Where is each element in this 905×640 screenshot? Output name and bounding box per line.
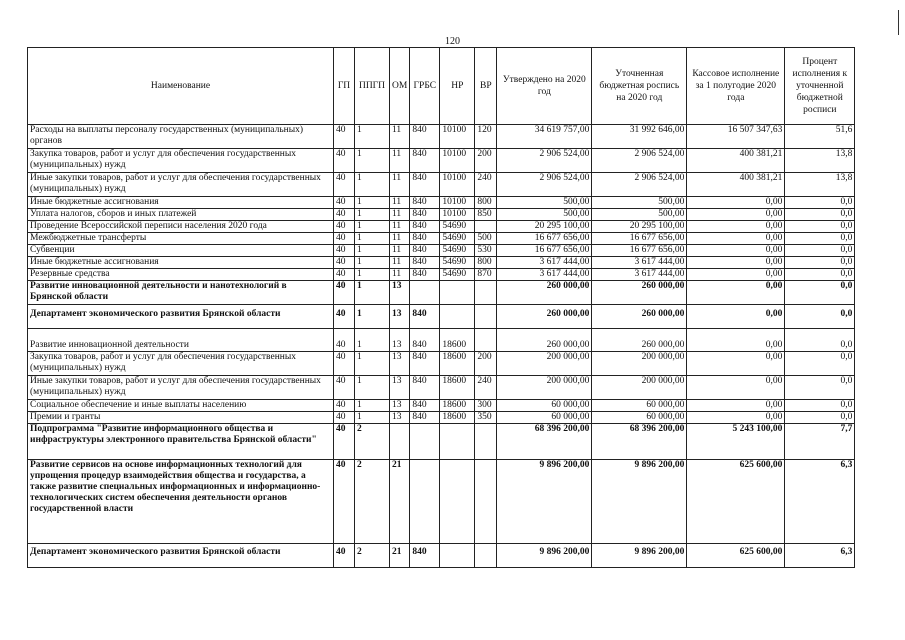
header-nr: НР: [440, 48, 475, 125]
header-grbs: ГРБС: [410, 48, 440, 125]
cell-om: 11: [390, 245, 410, 257]
cell-grbs: 840: [410, 544, 440, 568]
cell-approved: 3 617 444,00: [497, 269, 592, 281]
cell-nr: 18600: [440, 329, 475, 352]
cell-nr: 54690: [440, 257, 475, 269]
cell-refined: 2 906 524,00: [592, 173, 687, 197]
cell-vr: [475, 424, 497, 460]
cell-om: 13: [390, 412, 410, 424]
cell-gp: 40: [334, 221, 355, 233]
cell-gp: 40: [334, 412, 355, 424]
page-number: 120: [445, 36, 460, 47]
cell-name: Субвенции: [28, 245, 334, 257]
cell-refined: 68 396 200,00: [592, 424, 687, 460]
cell-gp: 40: [334, 125, 355, 149]
cell-name: Проведение Всероссийской переписи населения 2020 года: [28, 221, 334, 233]
cell-nr: [440, 460, 475, 544]
cell-approved: 60 000,00: [497, 400, 592, 412]
cell-om: 11: [390, 221, 410, 233]
cell-nr: 10100: [440, 209, 475, 221]
cell-name: Департамент экономического развития Брянской области: [28, 544, 334, 568]
cell-gp: 40: [334, 281, 355, 305]
cell-refined: 16 677 656,00: [592, 233, 687, 245]
cell-approved: 200 000,00: [497, 352, 592, 376]
cell-cash: 0,00: [687, 412, 785, 424]
cell-om: 11: [390, 149, 410, 173]
cell-name: Межбюджетные трансферты: [28, 233, 334, 245]
cell-name: Резервные средства: [28, 269, 334, 281]
cell-ppgp: 1: [355, 245, 390, 257]
cell-om: 21: [390, 460, 410, 544]
cell-gp: 40: [334, 329, 355, 352]
cell-ppgp: 1: [355, 209, 390, 221]
cell-name: Расходы на выплаты персоналу государственных (муниципальных) органов: [28, 125, 334, 149]
cell-nr: 18600: [440, 412, 475, 424]
cell-percent: 0,0: [785, 412, 855, 424]
cell-cash: 0,00: [687, 221, 785, 233]
cell-refined: 2 906 524,00: [592, 149, 687, 173]
cell-grbs: 840: [410, 173, 440, 197]
cell-ppgp: 1: [355, 221, 390, 233]
cell-cash: 0,00: [687, 400, 785, 412]
cell-percent: 0,0: [785, 233, 855, 245]
cell-nr: 10100: [440, 197, 475, 209]
cell-gp: 40: [334, 173, 355, 197]
cell-gp: 40: [334, 149, 355, 173]
cell-cash: 0,00: [687, 233, 785, 245]
header-cash: Кассовое исполнение за 1 полугодие 2020 года: [687, 48, 785, 125]
header-percent: Процент исполнения к уточненной бюджетной росписи: [785, 48, 855, 125]
cell-ppgp: 1: [355, 329, 390, 352]
header-gp: ГП: [334, 48, 355, 125]
cell-name: Премии и гранты: [28, 412, 334, 424]
cell-percent: 0,0: [785, 305, 855, 329]
header-ppgp: ППГП: [355, 48, 390, 125]
cell-approved: 2 906 524,00: [497, 173, 592, 197]
cell-vr: 850: [475, 209, 497, 221]
cell-vr: 800: [475, 257, 497, 269]
cell-cash: 0,00: [687, 245, 785, 257]
table-row: [28, 197, 855, 209]
cell-om: 13: [390, 329, 410, 352]
cell-refined: 3 617 444,00: [592, 257, 687, 269]
cell-name: Иные закупки товаров, работ и услуг для обеспечения государственных (муниципальных) нужд: [28, 173, 334, 197]
cell-name: Подпрограмма "Развитие информационного общества и инфраструктуры электронного правительства Брянской области": [28, 424, 334, 460]
cell-cash: 0,00: [687, 269, 785, 281]
cell-cash: 0,00: [687, 257, 785, 269]
table-row: [28, 352, 855, 376]
cell-nr: 54690: [440, 221, 475, 233]
cell-nr: 10100: [440, 149, 475, 173]
cell-percent: 6,3: [785, 544, 855, 568]
cell-ppgp: 1: [355, 257, 390, 269]
cell-name: Развитие сервисов на основе информационных технологий для упрощения процедур взаимодействия общества и государства, а также развитие специальных информационных и информационно-технологических систем обеспечения деятельности органов государственной власти: [28, 460, 334, 544]
cell-refined: 500,00: [592, 197, 687, 209]
cell-approved: 60 000,00: [497, 412, 592, 424]
cell-refined: 60 000,00: [592, 400, 687, 412]
cell-grbs: 840: [410, 221, 440, 233]
header-vr: ВР: [475, 48, 497, 125]
cell-grbs: [410, 460, 440, 544]
cell-name: Закупка товаров, работ и услуг для обеспечения государственных (муниципальных) нужд: [28, 149, 334, 173]
cell-ppgp: 1: [355, 197, 390, 209]
cell-ppgp: 1: [355, 149, 390, 173]
cell-nr: 54690: [440, 233, 475, 245]
cell-name: Развитие инновационной деятельности и нанотехнологий в Брянской области: [28, 281, 334, 305]
cell-grbs: 840: [410, 233, 440, 245]
cell-percent: 0,0: [785, 376, 855, 400]
cell-om: 13: [390, 352, 410, 376]
cell-om: 21: [390, 544, 410, 568]
header-name: Наименование: [28, 48, 334, 125]
cell-percent: 0,0: [785, 352, 855, 376]
cell-gp: 40: [334, 424, 355, 460]
cell-percent: 0,0: [785, 329, 855, 352]
cell-percent: 13,8: [785, 173, 855, 197]
cell-percent: 0,0: [785, 221, 855, 233]
cell-ppgp: 1: [355, 233, 390, 245]
cell-gp: 40: [334, 305, 355, 329]
cell-approved: 500,00: [497, 209, 592, 221]
cell-gp: 40: [334, 257, 355, 269]
cell-refined: 200 000,00: [592, 376, 687, 400]
cell-approved: 260 000,00: [497, 305, 592, 329]
cell-ppgp: 2: [355, 544, 390, 568]
cell-gp: 40: [334, 544, 355, 568]
cell-cash: 625 600,00: [687, 460, 785, 544]
cell-nr: [440, 424, 475, 460]
cell-om: 11: [390, 269, 410, 281]
cell-om: 13: [390, 305, 410, 329]
table-row: [28, 376, 855, 400]
cell-nr: 18600: [440, 376, 475, 400]
table-body: [28, 125, 855, 568]
cell-gp: 40: [334, 197, 355, 209]
cell-vr: 200: [475, 149, 497, 173]
cell-cash: 400 381,21: [687, 173, 785, 197]
cell-percent: 6,3: [785, 460, 855, 544]
cell-om: 13: [390, 376, 410, 400]
cell-name: Иные закупки товаров, работ и услуг для обеспечения государственных (муниципальных) нужд: [28, 376, 334, 400]
cell-gp: 40: [334, 352, 355, 376]
cell-ppgp: 1: [355, 305, 390, 329]
cell-gp: 40: [334, 376, 355, 400]
cell-approved: 9 896 200,00: [497, 544, 592, 568]
cell-om: 11: [390, 125, 410, 149]
cell-nr: 54690: [440, 269, 475, 281]
cell-vr: 530: [475, 245, 497, 257]
table-row: [28, 424, 855, 460]
cell-ppgp: 2: [355, 424, 390, 460]
cell-refined: 9 896 200,00: [592, 544, 687, 568]
cell-percent: 0,0: [785, 197, 855, 209]
table-row: [28, 269, 855, 281]
header-approved: Утверждено на 2020 год: [497, 48, 592, 125]
cell-vr: 200: [475, 352, 497, 376]
table-row: [28, 257, 855, 269]
cell-grbs: 840: [410, 197, 440, 209]
cell-vr: [475, 281, 497, 305]
cell-ppgp: 1: [355, 412, 390, 424]
cell-grbs: 840: [410, 412, 440, 424]
table-row: [28, 233, 855, 245]
cell-grbs: 840: [410, 125, 440, 149]
cell-vr: [475, 460, 497, 544]
cell-vr: 120: [475, 125, 497, 149]
cell-gp: 40: [334, 460, 355, 544]
cell-cash: 5 243 100,00: [687, 424, 785, 460]
cell-approved: 500,00: [497, 197, 592, 209]
table-row: [28, 460, 855, 544]
cell-grbs: 840: [410, 376, 440, 400]
cell-grbs: 840: [410, 269, 440, 281]
header-refined: Уточненная бюджетная роспись на 2020 год: [592, 48, 687, 125]
cell-percent: 0,0: [785, 257, 855, 269]
cell-percent: 0,0: [785, 209, 855, 221]
cell-grbs: [410, 281, 440, 305]
cell-refined: 500,00: [592, 209, 687, 221]
cell-approved: 68 396 200,00: [497, 424, 592, 460]
table-row: [28, 305, 855, 329]
cell-name: Иные бюджетные ассигнования: [28, 197, 334, 209]
cell-refined: 260 000,00: [592, 305, 687, 329]
cell-grbs: [410, 424, 440, 460]
table-row: [28, 125, 855, 149]
table-row: [28, 149, 855, 173]
cell-nr: 10100: [440, 173, 475, 197]
cell-percent: 51,6: [785, 125, 855, 149]
cell-vr: 240: [475, 376, 497, 400]
cell-nr: 18600: [440, 352, 475, 376]
table-row: [28, 544, 855, 568]
cell-nr: 54690: [440, 245, 475, 257]
cell-vr: [475, 329, 497, 352]
cell-approved: 3 617 444,00: [497, 257, 592, 269]
cell-vr: 350: [475, 412, 497, 424]
cell-gp: 40: [334, 209, 355, 221]
cell-percent: 7,7: [785, 424, 855, 460]
cell-name: Закупка товаров, работ и услуг для обеспечения государственных (муниципальных) нужд: [28, 352, 334, 376]
cell-cash: 0,00: [687, 352, 785, 376]
cell-vr: [475, 544, 497, 568]
table-row: [28, 173, 855, 197]
cell-refined: 16 677 656,00: [592, 245, 687, 257]
cell-nr: 10100: [440, 125, 475, 149]
cell-grbs: 840: [410, 149, 440, 173]
cell-vr: [475, 221, 497, 233]
table-row: [28, 329, 855, 352]
budget-table: [27, 47, 855, 568]
cell-approved: 34 619 757,00: [497, 125, 592, 149]
cell-vr: 870: [475, 269, 497, 281]
cell-cash: 0,00: [687, 281, 785, 305]
cell-ppgp: 1: [355, 269, 390, 281]
cell-ppgp: 2: [355, 460, 390, 544]
cell-nr: [440, 281, 475, 305]
cell-om: 11: [390, 173, 410, 197]
cell-name: Иные бюджетные ассигнования: [28, 257, 334, 269]
cell-approved: 260 000,00: [497, 281, 592, 305]
cell-nr: [440, 544, 475, 568]
cell-vr: 300: [475, 400, 497, 412]
cell-grbs: 840: [410, 352, 440, 376]
cell-om: 13: [390, 281, 410, 305]
cell-refined: 9 896 200,00: [592, 460, 687, 544]
cell-approved: 200 000,00: [497, 376, 592, 400]
cell-vr: 500: [475, 233, 497, 245]
table-row: [28, 221, 855, 233]
cell-refined: 60 000,00: [592, 412, 687, 424]
cell-percent: 13,8: [785, 149, 855, 173]
cell-om: 11: [390, 233, 410, 245]
table-header-row: [28, 48, 855, 125]
cell-refined: 260 000,00: [592, 281, 687, 305]
cell-om: [390, 424, 410, 460]
cell-grbs: 840: [410, 329, 440, 352]
cell-refined: 3 617 444,00: [592, 269, 687, 281]
cell-vr: 240: [475, 173, 497, 197]
cell-refined: 260 000,00: [592, 329, 687, 352]
cell-nr: [440, 305, 475, 329]
cell-vr: [475, 305, 497, 329]
cell-ppgp: 1: [355, 376, 390, 400]
cell-gp: 40: [334, 400, 355, 412]
cell-cash: 0,00: [687, 305, 785, 329]
table-row: [28, 412, 855, 424]
cell-cash: 16 507 347,63: [687, 125, 785, 149]
cell-nr: 18600: [440, 400, 475, 412]
cell-cash: 0,00: [687, 376, 785, 400]
cell-approved: 16 677 656,00: [497, 233, 592, 245]
table-row: [28, 209, 855, 221]
cell-percent: 0,0: [785, 245, 855, 257]
cell-gp: 40: [334, 245, 355, 257]
table-row: [28, 281, 855, 305]
cell-approved: 9 896 200,00: [497, 460, 592, 544]
cell-gp: 40: [334, 233, 355, 245]
cell-om: 13: [390, 400, 410, 412]
cell-name: Социальное обеспечение и иные выплаты населению: [28, 400, 334, 412]
cell-approved: 20 295 100,00: [497, 221, 592, 233]
cell-approved: 2 906 524,00: [497, 149, 592, 173]
cell-vr: 800: [475, 197, 497, 209]
cell-percent: 0,0: [785, 400, 855, 412]
cell-grbs: 840: [410, 257, 440, 269]
cell-refined: 20 295 100,00: [592, 221, 687, 233]
table-row: [28, 245, 855, 257]
cell-ppgp: 1: [355, 125, 390, 149]
cell-refined: 200 000,00: [592, 352, 687, 376]
cell-cash: 0,00: [687, 197, 785, 209]
cell-grbs: 840: [410, 209, 440, 221]
cell-om: 11: [390, 257, 410, 269]
header-om: ОМ: [390, 48, 410, 125]
cell-percent: 0,0: [785, 281, 855, 305]
table-row: [28, 400, 855, 412]
cell-ppgp: 1: [355, 281, 390, 305]
cell-om: 11: [390, 197, 410, 209]
cell-cash: 625 600,00: [687, 544, 785, 568]
cell-ppgp: 1: [355, 173, 390, 197]
cell-grbs: 840: [410, 245, 440, 257]
cell-approved: 260 000,00: [497, 329, 592, 352]
cell-cash: 0,00: [687, 209, 785, 221]
cell-ppgp: 1: [355, 400, 390, 412]
cell-name: Развитие инновационной деятельности: [28, 329, 334, 352]
cell-refined: 31 992 646,00: [592, 125, 687, 149]
cell-approved: 16 677 656,00: [497, 245, 592, 257]
cell-gp: 40: [334, 269, 355, 281]
cell-cash: 0,00: [687, 329, 785, 352]
cell-grbs: 840: [410, 305, 440, 329]
cell-ppgp: 1: [355, 352, 390, 376]
cell-cash: 400 381,21: [687, 149, 785, 173]
cell-om: 11: [390, 209, 410, 221]
page-edge-line: [898, 10, 899, 35]
cell-percent: 0,0: [785, 269, 855, 281]
cell-name: Департамент экономического развития Брянской области: [28, 305, 334, 329]
cell-name: Уплата налогов, сборов и иных платежей: [28, 209, 334, 221]
cell-grbs: 840: [410, 400, 440, 412]
